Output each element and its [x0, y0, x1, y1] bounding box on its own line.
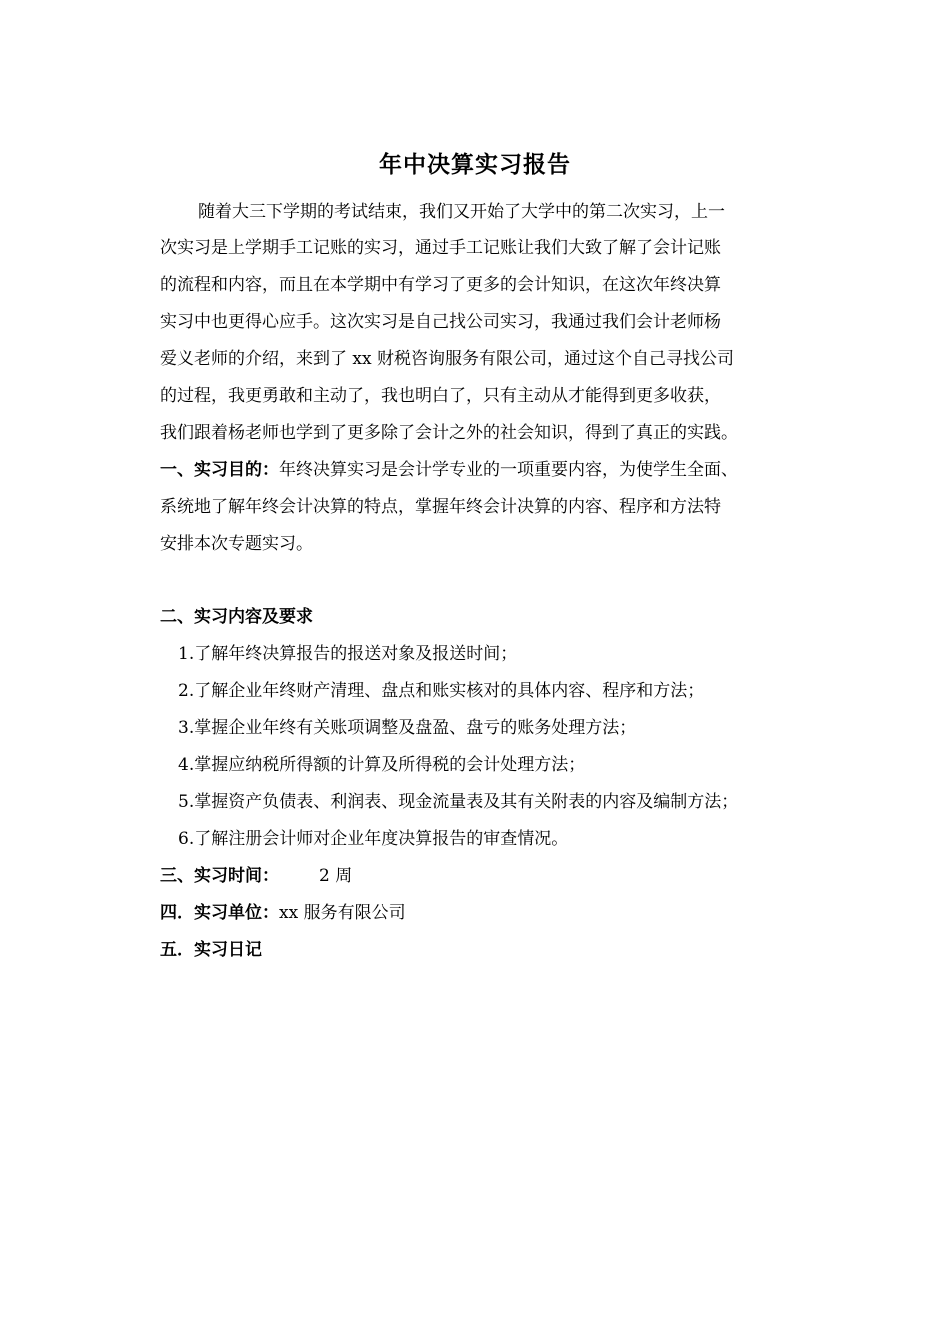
section1-line-3: 安排本次专题实习。	[160, 534, 313, 554]
intro-line-7: 我们跟着杨老师也学到了更多除了会计之外的社会知识，得到了真正的实践。	[160, 423, 738, 443]
intro-line-2: 次实习是上学期手工记账的实习，通过手工记账让我们大致了解了会计记账	[160, 238, 721, 258]
section2-item-6: 6.了解注册会计师对企业年度决算报告的审查情况。	[178, 829, 569, 849]
section2-item-1: 1.了解年终决算报告的报送对象及报送时间；	[178, 644, 518, 664]
section3-heading: 三、实习时间：	[160, 866, 279, 886]
section5-heading: 五．实习日记	[160, 940, 262, 960]
section1-text-1: 年终决算实习是会计学专业的一项重要内容，为使学生全面、	[279, 460, 738, 480]
intro-line-6: 的过程，我更勇敢和主动了，我也明白了，只有主动从才能得到更多收获，	[160, 386, 721, 406]
intro-line-5: 爱义老师的介绍，来到了 xx 财税咨询服务有限公司，通过这个自己寻找公司	[160, 349, 734, 369]
document-title: 年中决算实习报告	[379, 151, 571, 178]
section4-line	[160, 901, 406, 925]
section1-line-1	[160, 458, 738, 482]
section1-heading: 一、实习目的：	[160, 460, 279, 480]
section2-item-5: 5.掌握资产负债表、利润表、现金流量表及其有关附表的内容及编制方法；	[178, 792, 739, 812]
section4-value: xx 服务有限公司	[279, 903, 406, 923]
section2-item-4: 4.掌握应纳税所得额的计算及所得税的会计处理方法；	[178, 755, 586, 775]
intro-line-4: 实习中也更得心应手。这次实习是自己找公司实习，我通过我们会计老师杨	[160, 312, 721, 332]
section2-item-3: 3.掌握企业年终有关账项调整及盘盈、盘亏的账务处理方法；	[178, 718, 637, 738]
intro-line-3: 的流程和内容，而且在本学期中有学习了更多的会计知识，在这次年终决算	[160, 275, 721, 295]
section2-heading: 二、实习内容及要求	[160, 607, 313, 627]
section3-line	[160, 864, 352, 888]
intro-line-1: 随着大三下学期的考试结束，我们又开始了大学中的第二次实习，上一	[198, 202, 725, 222]
section3-value: 2 周	[319, 866, 353, 886]
section4-heading: 四．实习单位：	[160, 903, 279, 923]
section1-line-2: 系统地了解年终会计决算的特点，掌握年终会计决算的内容、程序和方法特	[160, 497, 721, 517]
section2-item-2: 2.了解企业年终财产清理、盘点和账实核对的具体内容、程序和方法；	[178, 681, 705, 701]
